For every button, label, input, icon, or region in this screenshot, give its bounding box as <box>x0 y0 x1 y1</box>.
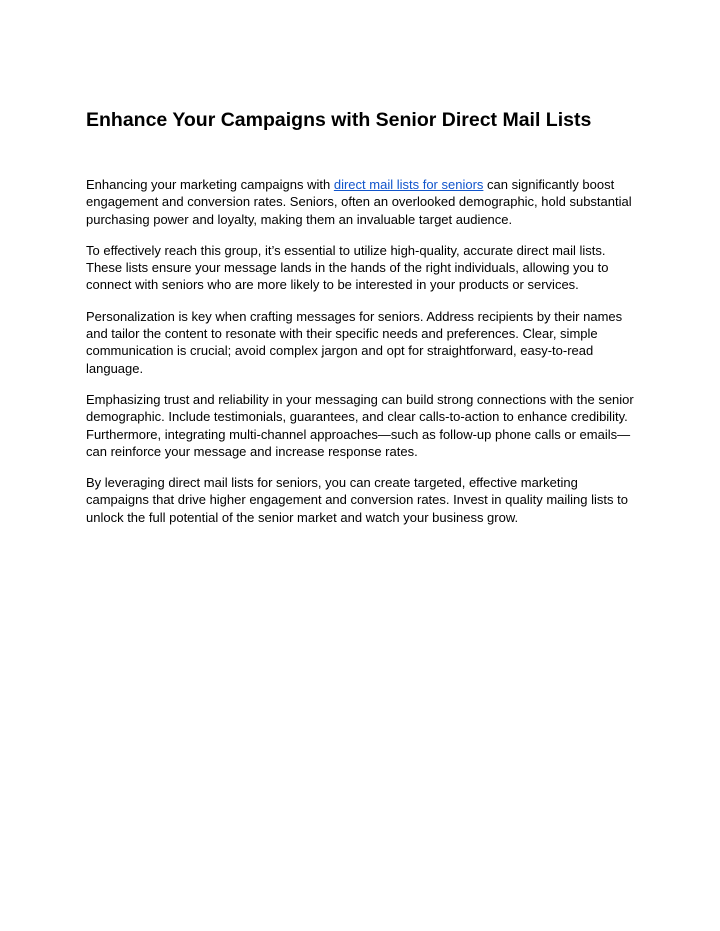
intro-text-after-link: can significantly boost engagement and conversion rates. Seniors, often an overlooked demographic, hold substantial purchasing power and loyalty, making them an invaluable target audience. <box>86 177 632 227</box>
document-title: Enhance Your Campaigns with Senior Direct Mail Lists <box>86 109 592 131</box>
body-paragraph-personalization: Personalization is key when crafting messages for seniors. Address recipients by their names and tailor the content to resonate with their specific needs and preferences. Clear, simple communication is crucial; avoid complex jargon and opt for straightforward, easy-to-read language. <box>86 308 623 376</box>
intro-text-before-link: Enhancing your marketing campaigns with <box>86 177 334 192</box>
body-paragraph-conclusion: By leveraging direct mail lists for seniors, you can create targeted, effective marketing campaigns that drive higher engagement and conversion rates. Invest in quality mailing lists to unlock the full potential of the senior market and watch your business grow. <box>86 475 628 525</box>
body-paragraph-trust: Emphasizing trust and reliability in your messaging can build strong connections with the senior demographic. Include testimonials, guarantees, and clear calls-to-action to enhance credibility. Furthermore, integrating multi-channel approaches—such as follow-up phone calls or emails—can reinforce your message and increase response rates. <box>86 391 634 459</box>
document-content <box>86 106 638 540</box>
intro-paragraph <box>86 176 638 228</box>
direct-mail-lists-link[interactable]: direct mail lists for seniors <box>333 177 484 192</box>
document-body <box>86 176 638 526</box>
body-paragraph-reach: To effectively reach this group, it’s essential to utilize high-quality, accurate direct mail lists. These lists ensure your message lands in the hands of the right individuals, allowing you to connect with seniors who are more likely to be interested in your products or services. <box>86 242 609 293</box>
